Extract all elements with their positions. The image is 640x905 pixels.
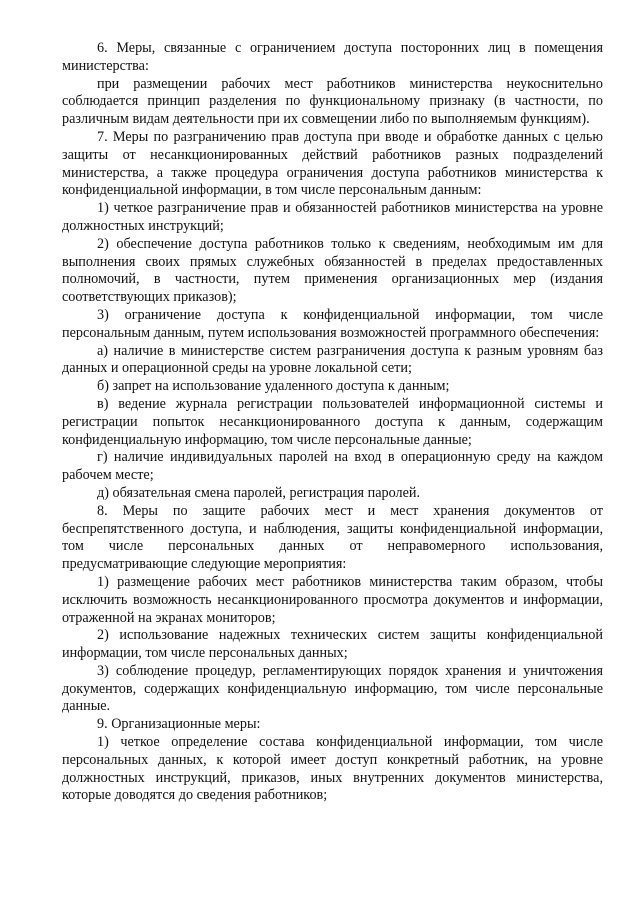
paragraph-7-subitem-v: в) ведение журнала регистрации пользователей информационной системы и регистрации попыток несанкционированного доступа к данным, содержащим конфиденциальную информацию, том числе персональные данные;	[62, 395, 603, 448]
paragraph-7-item-2: 2) обеспечение доступа работников только к сведениям, необходимым им для выполнения своих прямых служебных обязанностей в пределах предоставленных полномочий, в частности, путем применения организационных мер (издания соответствующих приказов);	[62, 235, 603, 306]
paragraph-8-item-2: 2) использование надежных технических систем защиты конфиденциальной информации, том числе персональных данных;	[62, 627, 603, 662]
paragraph-7-item-1: 1) четкое разграничение прав и обязанностей работников министерства на уровне должностных инструкций;	[62, 200, 603, 234]
paragraph-8-item-1: 1) размещение рабочих мест работников министерства таким образом, чтобы исключить возможность несанкционированного просмотра документов и информации, отраженной на экранах мониторов;	[62, 573, 603, 626]
paragraph-6-heading: 6. Меры, связанные с ограничением доступа посторонних лиц в помещения министерства:	[62, 40, 603, 74]
paragraph-7-heading: 7. Меры по разграничению прав доступа при вводе и обработке данных с целью защиты от несанкционированных действий работников разных подразделений министерства, а также процедура ограничения доступа работников министерства к конфиденциальной информации, в том числе персональным данным:	[62, 128, 603, 199]
paragraph-7-subitem-b: б) запрет на использование удаленного доступа к данным;	[97, 378, 450, 395]
paragraph-8-item-3: 3) соблюдение процедур, регламентирующих порядок хранения и уничтожения документов, содержащих конфиденциальную информацию, том числе персональные данные.	[62, 662, 603, 715]
paragraph-6-item: при размещении рабочих мест работников министерства неукоснительно соблюдается принцип разделения по функциональному признаку (в частности, по различным видам деятельности при их совмещении либо по выполняемым функциям).	[62, 75, 603, 128]
document-page	[62, 40, 603, 805]
paragraph-9-heading: 9. Организационные меры:	[97, 716, 261, 733]
paragraph-7-subitem-g: г) наличие индивидуальных паролей на вход в операционную среду на каждом рабочем месте;	[62, 449, 603, 484]
paragraph-7-item-3: 3) ограничение доступа к конфиденциальной информации, том числе персональным данным, путем использования возможностей программного обеспечения:	[62, 306, 603, 341]
paragraph-9-item-1: 1) четкое определение состава конфиденциальной информации, том числе персональных данных, к которой имеет доступ конкретный работник, на уровне должностных инструкций, приказов, иных внутренних документов министерства, которые доводятся до сведения работников;	[62, 734, 603, 804]
paragraph-8-heading: 8. Меры по защите рабочих мест и мест хранения документов от беспрепятственного доступа, и наблюдения, защиты конфиденциальной информации, том числе персональных данных от неправомерного использования, предусматривающие следующие мероприятия:	[62, 502, 603, 573]
paragraph-7-subitem-d: д) обязательная смена паролей, регистрация паролей.	[97, 484, 421, 501]
paragraph-7-subitem-a: а) наличие в министерстве систем разграничения доступа к разным уровням баз данных и операционной среды на уровне локальной сети;	[62, 342, 603, 377]
